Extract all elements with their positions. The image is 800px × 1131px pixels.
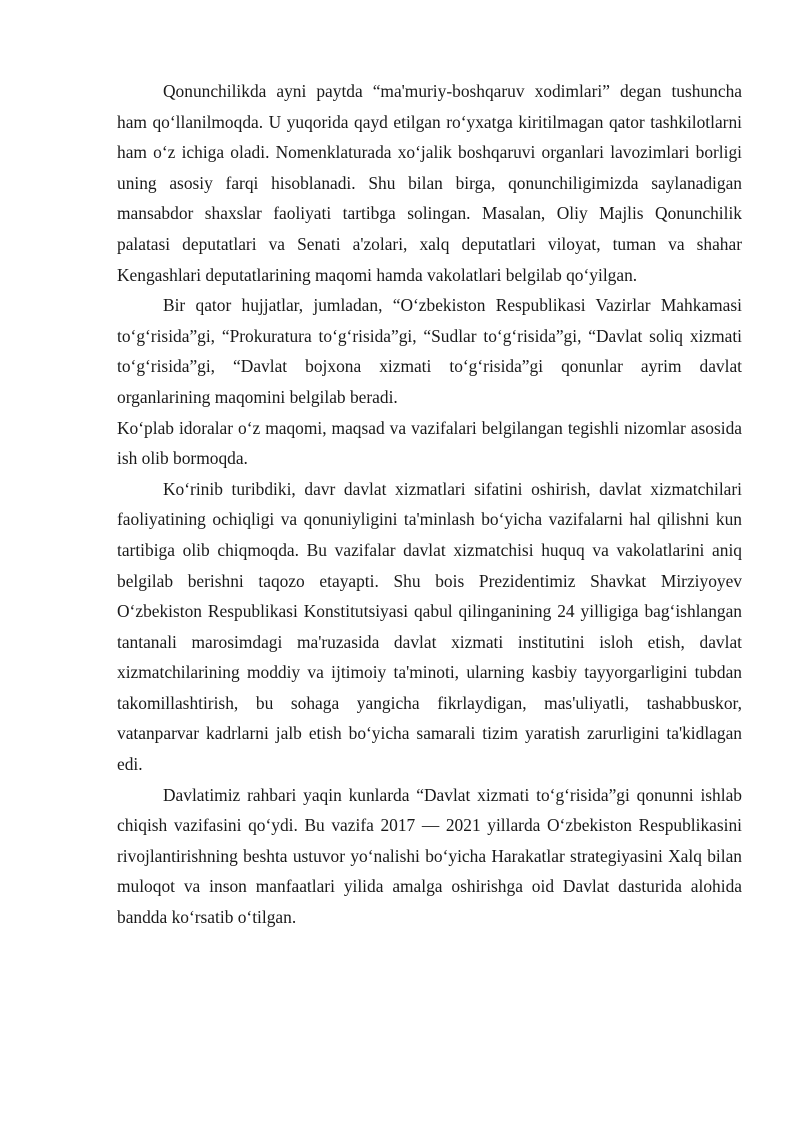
paragraph-4: Ko‘rinib turibdiki, davr davlat xizmatlari sifatini oshirish, davlat xizmatchilari faoliyatining ochiqligi va qonuniyligini ta'minlash bo‘yicha vazifalarni hal qilishni kun tartibiga olib chiqmoqda. Bu vazifalar davlat xizmatchisi huquq va vakolatlarini aniq belgilab berishni taqozo etayapti. Shu bois Prezidentimiz Shavkat Mirziyoyev O‘zbekiston Respublikasi Konstitutsiyasi qabul qilinganining 24 yilligiga bag‘ishlangan tantanali marosimdagi ma'ruzasida davlat xizmati institutini isloh etish, davlat xizmatchilarining moddiy va ijtimoiy ta'minoti, ularning kasbiy tayyorgarligini tubdan takomillashtirish, bu sohaga yangicha fikrlaydigan, mas'uliyatli, tashabbuskor, vatanparvar kadrlarni jalb etish bo‘yicha samarali tizim yaratish zarurligini ta'kidlagan edi.	[117, 478, 742, 775]
document-body	[117, 76, 742, 933]
paragraph-2: Bir qator hujjatlar, jumladan, “O‘zbekiston Respublikasi Vazirlar Mahkamasi to‘g‘risida”gi, “Prokuratura to‘g‘risida”gi, “Sudlar to‘g‘risida”gi, “Davlat soliq xizmati to‘g‘risida”gi, “Davlat bojxona xizmati to‘g‘risida”gi qonunlar ayrim davlat organlarining maqomini belgilab beradi.	[117, 295, 742, 407]
paragraph-3: Ko‘plab idoralar o‘z maqomi, maqsad va vazifalari belgilangan tegishli nizomlar asosida ish olib bormoqda.	[117, 417, 742, 469]
paragraph-5: Davlatimiz rahbari yaqin kunlarda “Davlat xizmati to‘g‘risida”gi qonunni ishlab chiqish vazifasini qo‘ydi. Bu vazifa 2017 — 2021 yillarda O‘zbekiston Respublikasini rivojlantirishning beshta ustuvor yo‘nalishi bo‘yicha Harakatlar strategiyasini Xalq bilan muloqot va inson manfaatlari yilida amalga oshirishga oid Davlat dasturida alohida bandda ko‘rsatib o‘tilgan.	[117, 784, 742, 928]
paragraph-1: Qonunchilikda ayni paytda “ma'muriy-boshqaruv xodimlari” degan tushuncha ham qo‘llanilmoqda. U yuqorida qayd etilgan ro‘yxatga kiritilmagan qator tashkilotlarni ham o‘z ichiga oladi. Nomenklaturada xo‘jalik boshqaruvi organlari lavozimlari borligi uning asosiy farqi hisoblanadi. Shu bilan birga, qonunchiligimizda saylanadigan mansabdor shaxslar faoliyati tartibga solingan. Masalan, Oliy Majlis Qonunchilik palatasi deputatlari va Senati a'zolari, xalq deputatlari viloyat, tuman va shahar Kengashlari deputatlarining maqomi hamda vakolatlari belgilab qo‘yilgan.	[117, 81, 742, 285]
